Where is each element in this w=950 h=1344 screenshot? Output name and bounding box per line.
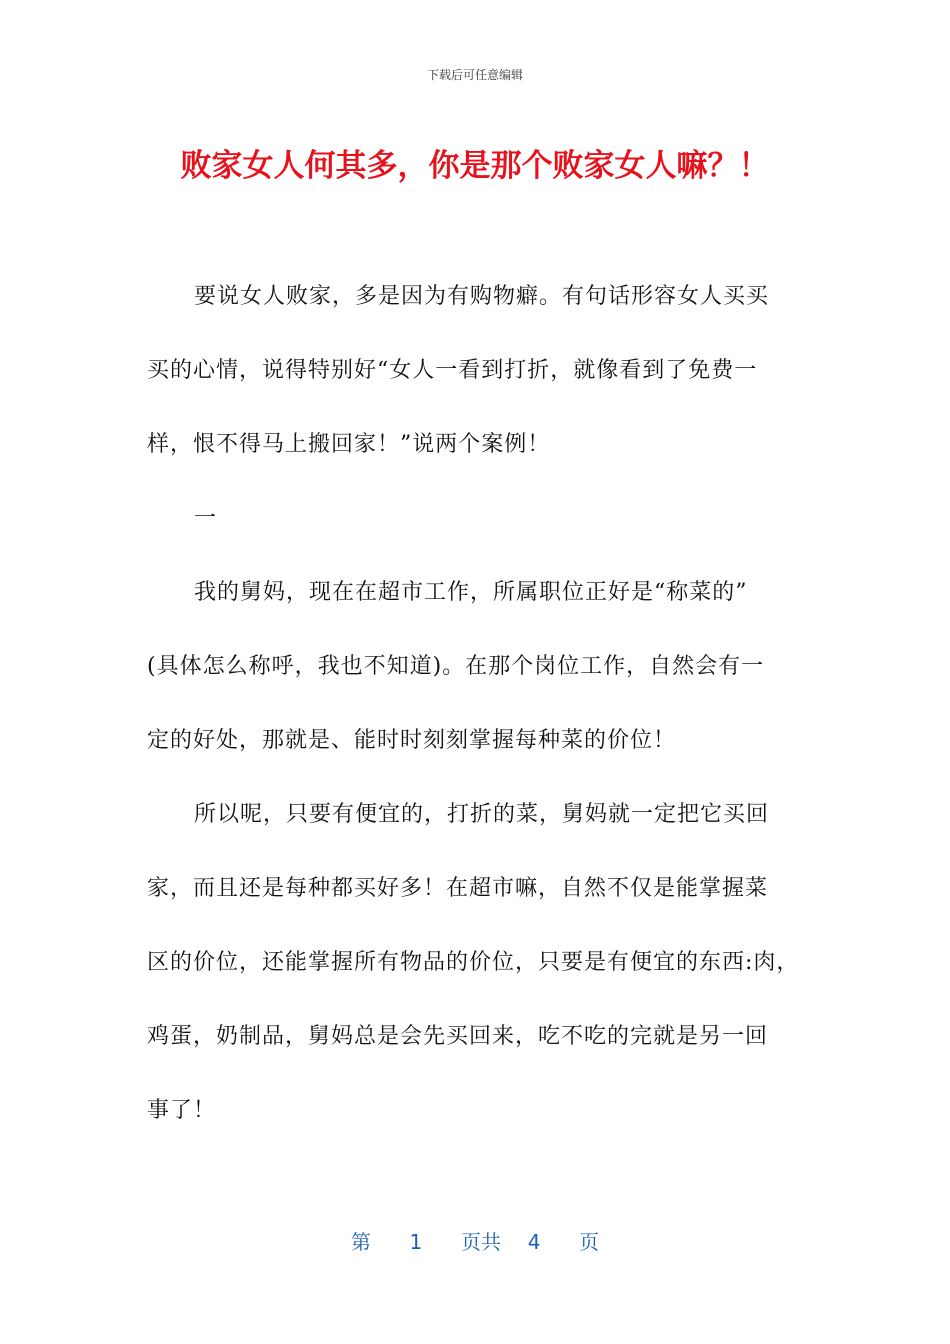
footer-page-suffix: 页 <box>579 1230 600 1254</box>
footer-page-prefix: 第 <box>350 1230 371 1254</box>
paragraph-line: 我的舅妈，现在在超市工作，所属职位正好是“称菜的” <box>194 580 748 605</box>
page-footer <box>0 1226 950 1255</box>
footer-page-number: 1 <box>409 1230 423 1254</box>
paragraph-line: (具体怎么称呼，我也不知道)。在那个岗位工作，自然会有一 <box>147 654 765 679</box>
paragraph-line: 鸡蛋，奶制品，舅妈总是会先买回来，吃不吃的完就是另一回 <box>147 1024 769 1049</box>
paragraph-line: 家，而且还是每种都买好多！在超市嘛，自然不仅是能掌握菜 <box>147 876 769 901</box>
paragraph-line: 事了！ <box>147 1098 217 1123</box>
document-body <box>147 260 800 1148</box>
section-number: 一 <box>194 506 218 531</box>
paragraph-line: 样，恨不得马上搬回家！”说两个案例！ <box>147 432 551 457</box>
footer-page-middle: 页共 <box>461 1230 501 1254</box>
footer-page-total: 4 <box>527 1230 541 1254</box>
paragraph-line: 定的好处，那就是、能时时刻刻掌握每种菜的价位！ <box>147 728 677 753</box>
paragraph-line: 所以呢，只要有便宜的，打折的菜，舅妈就一定把它买回 <box>194 802 770 827</box>
paragraph-line: 买的心情，说得特别好“女人一看到打折，就像看到了免费一 <box>147 358 758 383</box>
paragraph-line: 要说女人败家，多是因为有购物癖。有句话形容女人买买 <box>194 284 770 309</box>
document-title: 败家女人何其多，你是那个败家女人嘛？！ <box>180 148 770 184</box>
paragraph-line: 区的价位，还能掌握所有物品的价位，只要是有便宜的东西:肉， <box>147 950 800 975</box>
header-note: 下载后可任意编辑 <box>426 68 523 82</box>
